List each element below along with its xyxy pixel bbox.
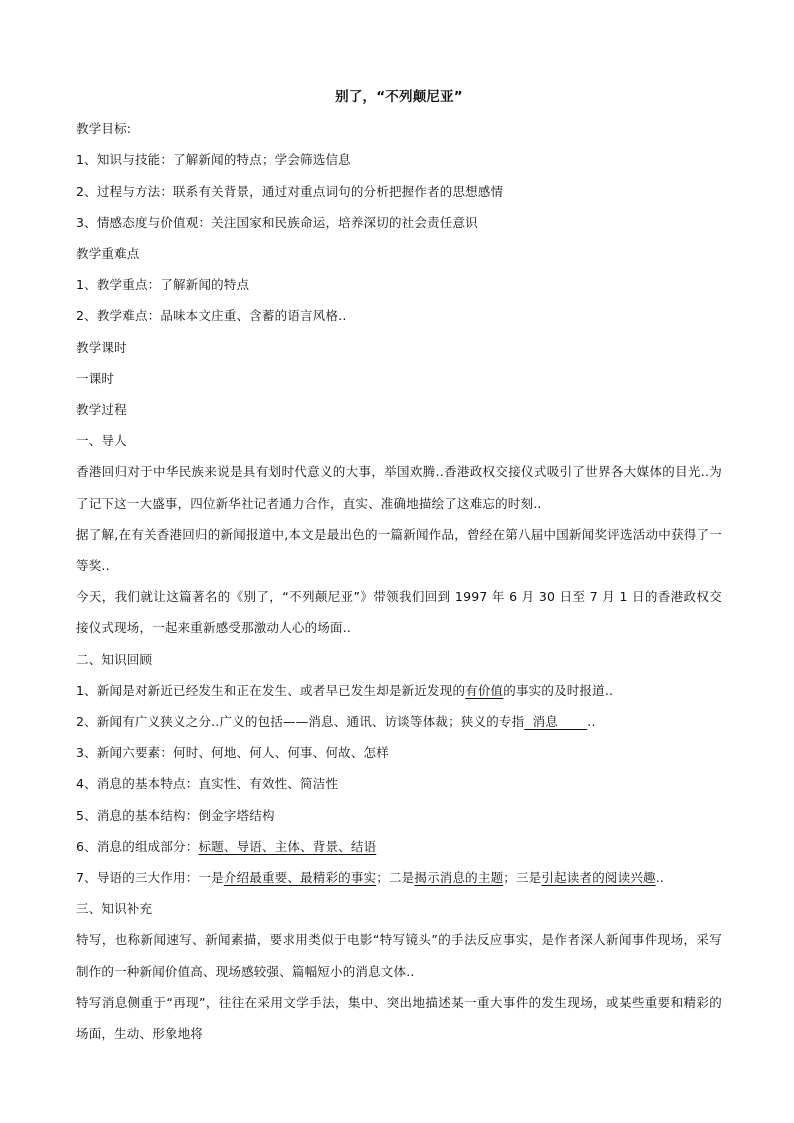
review-item-7-text: 7、导语的三大作用：一是 xyxy=(76,870,224,886)
supplement-paragraph-1: 特写，也称新闻速写、新闻素描，要求用类似于电影“特写镜头”的手法反应事实，是作者深人新闻事件现场，采写制作的一种新闻价值高、现场感较强、篇幅短小的消息文体.. xyxy=(76,932,722,979)
objective-item: 3、情感态度与价值观：关注国家和民族命运，培养深切的社会责任意识 xyxy=(76,214,478,230)
process-heading: 教学过程 xyxy=(76,402,127,418)
review-item-5: 5、消息的基本结构：倒金字塔结构 xyxy=(76,807,275,823)
objective-item: 1、知识与技能：了解新闻的特点；学会筛选信息 xyxy=(76,152,351,168)
review-item-1-tail: 的事实的及时报道.. xyxy=(503,682,614,698)
section-heading-intro: 一、导人 xyxy=(76,433,127,449)
review-item-2-text: 2、新闻有广义狭义之分..广义的包括——消息、通讯、访谈等体裁；狭义的专指 xyxy=(76,714,525,730)
key-point-item: 1、教学重点：了解新闻的特点 xyxy=(76,277,250,293)
review-item-1 xyxy=(76,675,722,706)
review-item-2-answer: 消息 xyxy=(524,714,588,730)
section-heading-review: 二、知识回顾 xyxy=(76,651,153,667)
document-title: 别了，“不列颠尼亚” xyxy=(335,89,463,105)
review-item-2-tail: .. xyxy=(587,714,596,730)
review-item-6 xyxy=(76,831,722,862)
intro-paragraph-3: 今天，我们就让这篇著名的《别了，“不列颠尼亚”》带领我们回到 1997 年 6 月 30 日至 7 月 1 日的香港政权交接仪式现场，一起来重新感受那激动人心的场面.. xyxy=(76,589,722,636)
objectives-heading: 教学目标: xyxy=(76,121,132,137)
review-item-6-answer: 标题、导语、主体、背景、结语 xyxy=(198,838,377,854)
key-point-item: 2、教学难点：品味本文庄重、含蓄的语言风格.. xyxy=(76,308,347,324)
key-points-heading: 教学重难点 xyxy=(76,246,140,262)
section-heading-supplement: 三、知识补充 xyxy=(76,901,153,917)
objective-item: 2、过程与方法：联系有关背景，通过对重点词句的分析把握作者的思想感情 xyxy=(76,183,504,199)
review-item-3: 3、新闻六要素：何时、何地、何人、何事、何故、怎样 xyxy=(76,745,389,761)
review-item-2 xyxy=(76,706,722,737)
review-item-7-answer-2: 揭示消息的主题 xyxy=(414,870,504,886)
supplement-paragraph-2: 特写消息侧重于“再现”，往往在采用文学手法，集中、突出地描述某一重大事件的发生现场，或某些重要和精彩的场面，生动、形象地将 xyxy=(76,994,722,1042)
review-item-7-tail: .. xyxy=(655,870,665,886)
review-item-6-text: 6、消息的组成部分： xyxy=(76,838,199,854)
review-item-1-text: 1、新闻是对新近已经发生和正在发生、或者早已发生却是新近发现的 xyxy=(76,682,466,698)
review-item-7-sep-1: ；二是 xyxy=(376,870,415,886)
review-item-7-sep-2: ；三是 xyxy=(503,870,542,886)
review-item-4: 4、消息的基本特点：直实性、有效性、简洁性 xyxy=(76,776,339,792)
hours-heading: 教学课时 xyxy=(76,339,127,355)
hours-value: 一课时 xyxy=(76,370,115,386)
review-item-7-answer-3: 引起读者的阅读兴趣 xyxy=(541,870,656,886)
review-item-7-answer-1: 介绍最重要、最精彩的事实 xyxy=(223,870,377,886)
document-content xyxy=(76,82,722,1049)
review-item-7 xyxy=(76,862,722,893)
intro-paragraph-1: 香港回归对于中华民族来说是具有划时代意义的大事，举国欢腾..香港政权交接仪式吸引了世界各大媒体的目光..为了记下这一大盛事，四位新华社记者通力合作，直实、准确地描绘了这难忘的时刻.. xyxy=(76,464,722,511)
review-item-1-answer: 有价值 xyxy=(465,682,504,698)
intro-paragraph-2: 据了解,在有关香港回归的新闻报道中,本文是最出色的一篇新闻作品，曾经在第八届中国新闻奖评选活动中获得了一等奖.. xyxy=(76,526,722,574)
